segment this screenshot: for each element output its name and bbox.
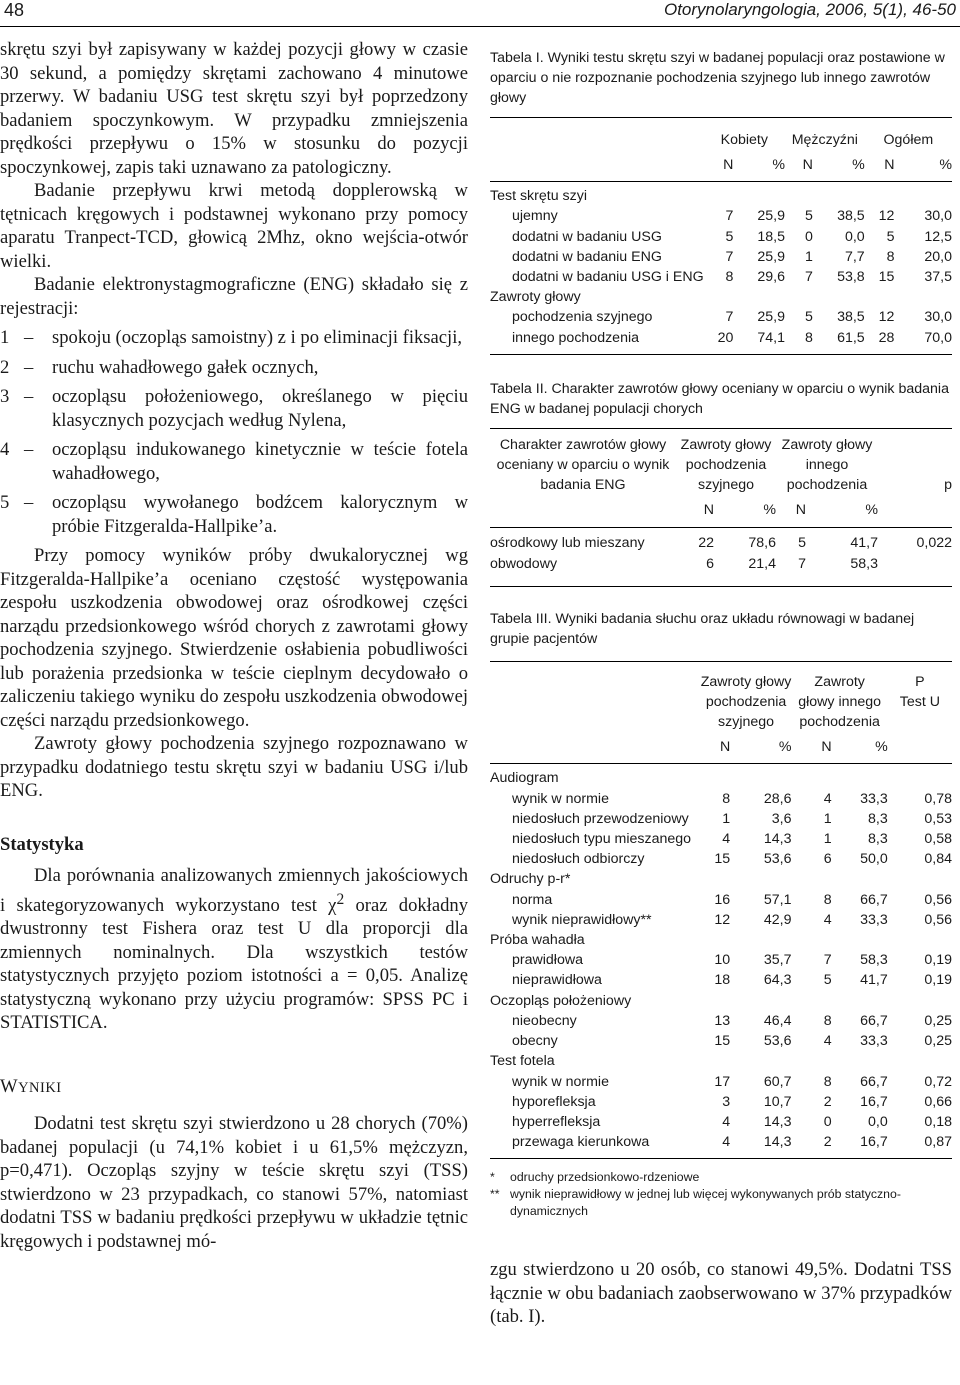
paragraph: Przy pomocy wyników próby dwukalorycznej wg Fitzgeralda-Hallpike’a oceniano częstość występowania zespołu uszkodzenia obwodowej oraz ośrodkowej części narządu przedsionkowego wśród chorych z zawrotami głowy pochodzenia szyjnego. Stwierdzenie osłabienia pobudliwości lub porażenia przedsionka w teście cieplnym decydowało o zaliczeniu takiego wyniku do zespołu uszkodzenia obwodowej części narządu przedsionkowego. [0, 545, 468, 731]
section-title-statystyka: Statystyka [0, 833, 84, 855]
table1-caption: Tabela I. Wyniki testu skrętu szyi w badanej populacji oraz postawione w oparciu o nie rozpoznanie pochodzenia szyjnego lub innego zawrotów głowy [490, 50, 945, 106]
section-title-wyniki: WYNIKI [0, 1075, 62, 1097]
table-rule [490, 117, 952, 118]
table-header-row: Charakter zawrotów głowy oceniany w oparciu o wynik badania ENG Zawroty głowy pochodzenia szyjnego Zawroty głowy innego pochodzenia p [496, 436, 952, 494]
list-item: 4 – oczopląsu indukowanego kinetycznie w teście fotela wahadłowego, [0, 439, 468, 484]
table-row: hyporefleksja 3 10,7 2 16,7 0,66 [512, 1093, 952, 1110]
table-subheader-row: N % N % [703, 502, 878, 519]
table-row: wynik w normie 8 28,6 4 33,3 0,78 [512, 790, 952, 807]
table-subheader-row: N % N % [719, 739, 888, 756]
table-row: niedosłuch typu mieszanego 4 14,3 1 8,3 0,58 [512, 831, 952, 848]
paragraph: Dla porównania analizowanych zmiennych jakościowych i skategoryzowanych wykorzystano test $\chi^2$ oraz dokładny dwustronny test Fishera oraz test U dla proporcji dla zmiennych nominalnych. Dla wszystkich testów statystycznych przyjęto poziom istotności a = 0,05. Analizę statystyczną wykonano przy użyciu programów: SPSS PC i STATISTICA. [0, 865, 468, 1034]
footnote: ** wynik nieprawidłowy w jednej lub więcej wykonywanych prób statyczno-dynamicznych [490, 1187, 901, 1219]
list-item: 1 – spokoju (oczopląs samoistny) z i po eliminacji fiksacji, [0, 327, 463, 348]
paragraph: Zawroty głowy pochodzenia szyjnego rozpoznawano w przypadku dodatniego testu skrętu szyi w badaniu USG i/lub ENG. [0, 733, 468, 801]
list-item: 2 – ruchu wahadłowego gałek ocznych, [0, 356, 319, 378]
table-row: ujemny 7 25,9 5 38,5 12 30,0 [512, 208, 952, 225]
table-rule [490, 586, 952, 587]
table-rule [490, 354, 952, 355]
table-row: obecny 15 53,6 4 33,3 0,25 [512, 1033, 952, 1050]
table-row: obwodowy 6 21,4 7 58,3 [490, 555, 878, 572]
list-item: 3 – oczopląsu położeniowego, określanego w pięciu klasycznych pozycjach według Nylena, [0, 386, 468, 431]
table-rule [490, 661, 952, 662]
table-row: dodatni w badaniu USG 5 18,5 0 0,0 5 12,5 [512, 228, 952, 245]
table-header-row: Zawroty głowy pochodzenia szyjnego Zawroty głowy innego pochodzenia P Test U [700, 673, 940, 731]
right-column [490, 48, 952, 1347]
paragraph: Dodatni test skrętu szyi stwierdzono u 28 chorych (70%) badanej populacji (u 74,1% kobiet i u 61,5% mężczyzn, p=0,471). Oczopląs szyjny w teście skrętu szyi (TSS) stwierdzono w 23 przypadkach, co stanowi 57%, natomiast dodatni TSS w badaniu prędkości przepływu w układzie tętnic kręgowych i podstawnej mó- [0, 1113, 468, 1252]
table-row: nieprawidłowa 18 64,3 5 41,7 0,19 [512, 972, 952, 989]
table-section-row: Test fotela [490, 1053, 555, 1070]
table3-caption: Tabela III. Wyniki badania słuchu oraz układu równowagi w badanej grupie pacjentów [490, 610, 915, 647]
table-row: innego pochodzenia 20 74,1 8 61,5 28 70,0 [512, 329, 952, 346]
table-section-row: Audiogram [490, 770, 559, 787]
page-header [0, 0, 960, 26]
paragraph: zgu stwierdzono u 20 osób, co stanowi 49,5%. Dodatni TSS łącznie w obu badaniach zaobserwowano w 37% przypadków (tab. I). [490, 1259, 952, 1328]
table2-caption: Tabela II. Charakter zawrotów głowy oceniany w oparciu o wynik badania ENG w badanej populacji chorych [490, 380, 949, 417]
table-row: nieobecny 13 46,4 8 66,7 0,25 [512, 1012, 952, 1029]
table-row: niedosłuch odbiorczy 15 53,6 6 50,0 0,84 [512, 851, 952, 868]
table3-footnotes [490, 1169, 952, 1220]
left-column [0, 38, 468, 1253]
table-row: dodatni w badaniu ENG 7 25,9 1 7,7 8 20,0 [512, 248, 952, 265]
footnote: * odruchy przedsionkowo-rdzeniowe [490, 1170, 700, 1185]
paragraph: Badanie przepływu krwi metodą dopplerowską w tętnicach kręgowych i podstawnej wykonano przy pomocy aparatu Tranpect-TCD, głowicą 2Mhz, okno wejścia-otwór wielki. [0, 180, 468, 272]
table-row: wynik w normie 17 60,7 8 66,7 0,72 [512, 1073, 952, 1090]
table-section-row: Próba wahadła [490, 932, 585, 949]
table-section-row: Test skrętu szyi [490, 188, 587, 205]
table-row: wynik nieprawidłowy** 12 42,9 4 33,3 0,56 [512, 911, 952, 928]
table-section-row: Odruchy p-r* [490, 871, 571, 888]
journal-citation: Otorynolaryngologia, 2006, 5(1), 46-50 [663, 0, 956, 19]
list-item: 5 – oczopląsu wywołanego bodźcem kalorycznym w próbie Fitzgeralda-Hallpike’a. [0, 492, 468, 537]
table-row: niedosłuch przewodzeniowy 1 3,6 1 8,3 0,53 [512, 810, 952, 827]
table-header-row: Kobiety Mężczyźni Ogółem [720, 132, 934, 148]
table-row: pochodzenia szyjnego 7 25,9 5 38,5 12 30,0 [512, 309, 952, 326]
table-section-row: Zawroty głowy [490, 289, 581, 306]
table-section-row: Oczopląs położeniowy [490, 992, 632, 1009]
header-rule [0, 26, 960, 27]
paragraph: Badanie elektronystagmograficzne (ENG) składało się z rejestracji: [0, 274, 468, 319]
table-rule [490, 428, 952, 429]
table-rule [490, 1158, 952, 1159]
table-subheader-row: N % N % N % [723, 157, 952, 174]
table2 [490, 435, 952, 574]
table-row: dodatni w badaniu USG i ENG 8 29,6 7 53,8 15 37,5 [512, 269, 952, 286]
table-row: przewaga kierunkowa 4 14,3 2 16,7 0,87 [512, 1134, 952, 1151]
table3 [490, 672, 952, 1152]
paragraph: skrętu szyi był zapisywany w każdej pozycji głowy w czasie 30 sekund, a pomiędzy skrętami zachowano 4 minutowe przerwy. W badaniu USG test skrętu szyi był poprzedzony badaniem spoczynkowym. W przypadku zmniejszenia prędkości przepływu o 15% w stosunku do pozycji spoczynkowej, zapis taki uznawano za patologiczny. [0, 39, 468, 178]
page-number: 48 [4, 0, 25, 20]
table-row: norma 16 57,1 8 66,7 0,56 [512, 891, 952, 908]
registration-list [0, 326, 468, 538]
table-row: prawidłowa 10 35,7 7 58,3 0,19 [512, 952, 952, 969]
table-row: hyperrefleksja 4 14,3 0 0,0 0,18 [512, 1113, 952, 1130]
table1 [490, 130, 952, 348]
table-row: ośrodkowy lub mieszany 22 78,6 5 41,7 0,022 [490, 535, 952, 552]
